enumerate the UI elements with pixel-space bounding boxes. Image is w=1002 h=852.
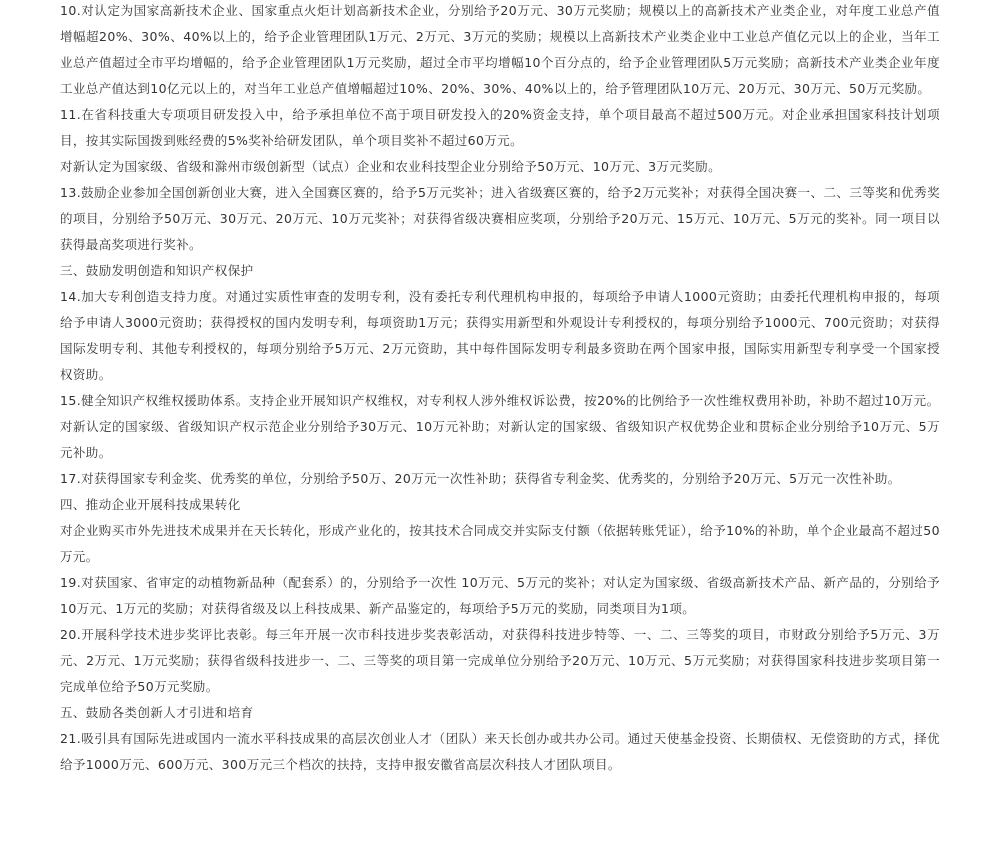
- paragraph-item-19: 19.对获国家、省审定的动植物新品种（配套系）的，分别给予一次性 10万元、5万元的奖补；对认定为国家级、省级高新技术产品、新产品的，分别给予10万元、1万元的奖励；对获得省级及以上科技成果、新产品鉴定的，每项给予5万元的奖励，同类项目为1项。: [60, 575, 940, 616]
- paragraph-item-17: 17.对获得国家专利金奖、优秀奖的单位，分别给予50万、20万元一次性补助；获得省专利金奖、优秀奖的，分别给予20万元、5万元一次性补助。: [60, 471, 901, 486]
- section-heading-3: 三、鼓励发明创造和知识产权保护: [60, 263, 254, 278]
- paragraph-item-21: 21.吸引具有国际先进或国内一流水平科技成果的高层次创业人才（团队）来天长创办或共办公司。通过天使基金投资、长期债权、无偿资助的方式，择优给予1000万元、600万元、300万元三个档次的扶持，支持申报安徽省高层次科技人才团队项目。: [60, 731, 940, 772]
- paragraph-item-20: 20.开展科学技术进步奖评比表彰。每三年开展一次市科技进步奖表彰活动，对获得科技进步特等、一、二、三等奖的项目，市财政分别给予5万元、3万元、2万元、1万元奖励；获得省级科技进步一、二、三等奖的项目第一完成单位分别给予20万元、10万元、5万元奖励；对获得国家科技进步奖项目第一完成单位给予50万元奖励。: [60, 627, 940, 694]
- paragraph-item-10: 10.对认定为国家高新技术企业、国家重点火炬计划高新技术企业，分别给予20万元、30万元奖励；规模以上的高新技术产业类企业，对年度工业总产值增幅超20%、30%、40%以上的，给予企业管理团队1万元、2万元、3万元的奖励；规模以上高新技术产业类企业中工业总产值亿元以上的企业，当年工业总产值超过全市平均增幅的，给予企业管理团队1万元奖励，超过全市平均增幅10个百分点的，给予企业管理团队5万元奖励；高新技术产业类企业年度工业总产值达到10亿元以上的，对当年工业总产值增幅超过10%、20%、30%、40%以上的，给予管理团队10万元、20万元、30万元、50万元奖励。: [60, 3, 940, 96]
- paragraph-item-14: 14.加大专利创造支持力度。对通过实质性审查的发明专利，没有委托专利代理机构申报的，每项给予申请人1000元资助；由委托代理机构申报的，每项给予申请人3000元资助；获得授权的国内发明专利，每项资助1万元；获得实用新型和外观设计专利授权的，每项分别给予1000元、700元资助；对获得国际发明专利、其他专利授权的，每项分别给予5万元、2万元资助，其中每件国际发明专利最多资助在两个国家申报，国际实用新型专利享受一个国家授权资助。: [60, 289, 940, 382]
- paragraph-innovative-enterprise: 对新认定为国家级、省级和滁州市级创新型（试点）企业和农业科技型企业分别给予50万元、10万元、3万元奖励。: [60, 159, 721, 174]
- paragraph-ip-demonstration: 对新认定的国家级、省级知识产权示范企业分别给予30万元、10万元补助；对新认定的国家级、省级知识产权优势企业和贯标企业分别给予10万元、5万元补助。: [60, 419, 940, 460]
- section-heading-4: 四、推动企业开展科技成果转化: [60, 497, 241, 512]
- paragraph-item-11: 11.在省科技重大专项项目研发投入中，给予承担单位不高于项目研发投入的20%资金支持，单个项目最高不超过500万元。对企业承担国家科技计划项目，按其实际国拨到账经费的5%奖补给研发团队，单个项目奖补不超过60万元。: [60, 107, 940, 148]
- paragraph-item-15: 15.健全知识产权维权援助体系。支持企业开展知识产权维权，对专利权人涉外维权诉讼费，按20%的比例给予一次性维权费用补助，补助不超过10万元。: [60, 393, 940, 408]
- paragraph-tech-transfer: 对企业购买市外先进技术成果并在天长转化，形成产业化的，按其技术合同成交并实际支付额（依据转账凭证），给予10%的补助，单个企业最高不超过50万元。: [60, 523, 940, 564]
- document-body: [60, 0, 940, 778]
- section-heading-5: 五、鼓励各类创新人才引进和培育: [60, 705, 254, 720]
- paragraph-item-13: 13.鼓励企业参加全国创新创业大赛，进入全国赛区赛的，给予5万元奖补；进入省级赛区赛的，给予2万元奖补；对获得全国决赛一、二、三等奖和优秀奖的项目，分别给予50万元、30万元、20万元、10万元奖补；对获得省级决赛相应奖项，分别给予20万元、15万元、10万元、5万元的奖补。同一项目以获得最高奖项进行奖补。: [60, 185, 940, 252]
